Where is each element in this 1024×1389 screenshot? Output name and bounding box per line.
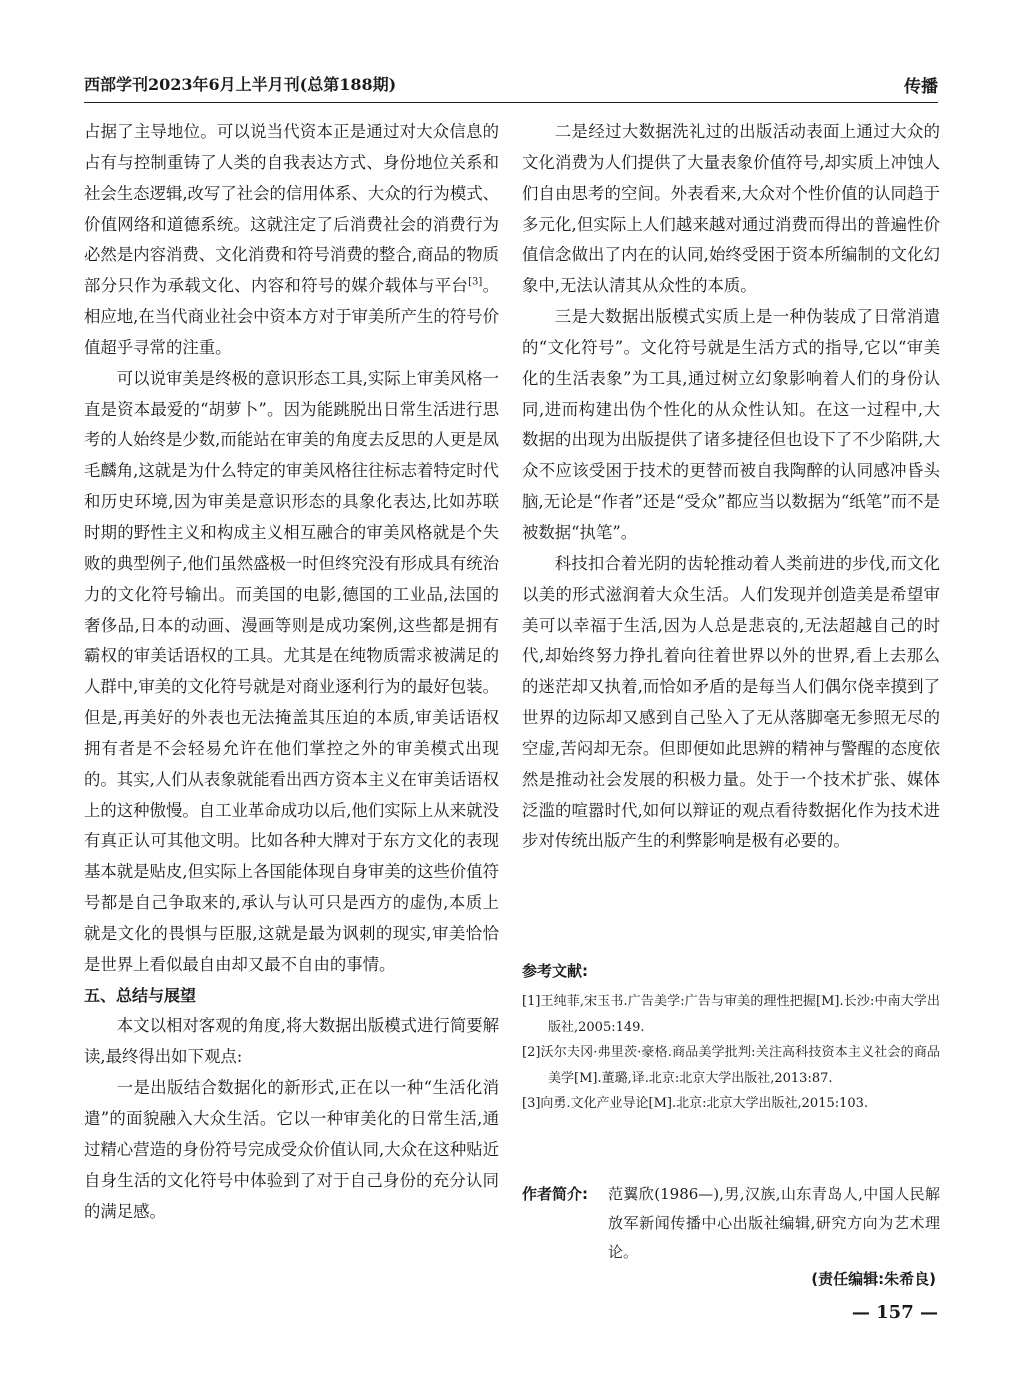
page-number: — 157 — xyxy=(851,1302,938,1323)
journal-issue: 西部学刊2023年6月上半月刊(总第188期) xyxy=(84,75,397,94)
paragraph: 二是经过大数据洗礼过的出版活动表面上通过大众的文化消费为人们提供了大量表象价值符号,却实质上冲蚀人们自由思考的空间。外表看来,大众对个性价值的认同趋于多元化,但实际上人们越来越对通过消费而得出的普遍性价值信念做出了内在的认同,始终受困于资本所编制的文化幻象中,无法认清其从众性的本质。 xyxy=(522,122,940,296)
paragraph: 可以说审美是终极的意识形态工具,实际上审美风格一直是资本最爱的“胡萝卜”。因为能跳脱出日常生活进行思考的人始终是少数,而能站在审美的角度去反思的人更是凤毛麟角,这就是为什么特定的审美风格往往标志着特定时代和历史环境,因为审美是意识形态的具象化表达,比如苏联时期的野性主义和构成主义相互融合的审美风格就是个失败的典型例子,他们虽然盛极一时但终究没有形成具有统治力的文化符号输出。而美国的电影,德国的工业品,法国的奢侈品,日本的动画、漫画等则是成功案例,这些都是拥有霸权的审美话语权的工具。尤其是在纯物质需求被满足的人群中,审美的文化符号就是对商业逐利行为的最好包装。但是,再美好的外表也无法掩盖其压迫的本质,审美话语权拥有者是不会轻易允许在他们掌控之外的审美模式出现的。其实,人们从表象就能看出西方资本主义在审美话语权上的这种傲慢。自工业革命成功以后,他们实际上从来就没有真正认可其他文明。比如各种大牌对于东方文化的表现基本就是贴皮,但实际上各国能体现自身审美的这些价值符号都是自己争取来的,承认与认可只是西方的虚伪,本质上就是文化的畏惧与臣服,这就是最为讽刺的现实,审美恰恰是世界上看似最自由却又最不自由的事情。 xyxy=(84,368,499,974)
left-column xyxy=(84,117,499,1227)
section-heading: 五、总结与展望 xyxy=(84,985,197,1005)
author-label: 作者简介: xyxy=(522,1185,588,1203)
responsible-editor: (责任编辑:朱希良) xyxy=(811,1270,936,1288)
paragraph: 本文以相对客观的角度,将大数据出版模式进行简要解读,最终得出如下观点: xyxy=(84,1016,499,1067)
paragraph: 一是出版结合数据化的新形式,正在以一种“生活化消遣”的面貌融入大众生活。它以一种审美化的日常生活,通过精心营造的身份符号完成受众价值认同,大众在这种贴近自身生活的文化符号中体验到了对于自己身份的充分认同的满足感。 xyxy=(84,1078,499,1221)
reference-item: [1]王纯菲,宋玉书.广告美学:广告与审美的理性把握[M].长沙:中南大学出版社,2005:149. xyxy=(522,994,940,1035)
reference-item: [3]向勇.文化产业导论[M].北京:北京大学出版社,2015:103. xyxy=(522,1096,869,1111)
right-column xyxy=(522,117,940,857)
paragraph: 科技扣合着光阴的齿轮推动着人类前进的步伐,而文化以美的形式滋润着大众生活。人们发现并创造美是希望审美可以幸福于生活,因为人总是悲哀的,无法超越自己的时代,却始终努力挣扎着向往着世界以外的世界,看上去那么的迷茫却又执着,而恰如矛盾的是每当人们偶尔侥幸摸到了世界的边际却又感到自己坠入了无从落脚毫无参照无尽的空虚,苦闷却无奈。但即便如此思辨的精神与警醒的态度依然是推动社会发展的积极力量。处于一个技术扩张、媒体泛滥的喧嚣时代,如何以辩证的观点看待数据化作为技术进步对传统出版产生的利弊影响是极有必要的。 xyxy=(522,553,940,851)
references-title: 参考文献: xyxy=(522,962,588,980)
author-text: 范翼欣(1986—),男,汉族,山东青岛人,中国人民解放军新闻传播中心出版社编辑,研究方向为艺术理论。 xyxy=(608,1185,940,1261)
citation-mark: [3] xyxy=(468,276,483,288)
running-header xyxy=(84,68,938,103)
reference-item: [2]沃尔夫冈·弗里茨·豪格.商品美学批判:关注高科技资本主义社会的商品美学[M].董璐,译.北京:北京大学出版社,2013:87. xyxy=(522,1045,940,1086)
paragraph: 三是大数据出版模式实质上是一种伪装成了日常消遣的“文化符号”。文化符号就是生活方式的指导,它以“审美化的生活表象”为工具,通过树立幻象影响着人们的身份认同,进而构建出伪个性化的从众性认知。在这一过程中,大数据的出现为出版提供了诸多捷径但也设下了不少陷阱,大众不应该受困于技术的更替而被自我陶醉的认同感冲昏头脑,无论是“作者”还是“受众”都应当以数据为“纸笔”而不是被数据“执笔”。 xyxy=(522,307,940,542)
references xyxy=(522,960,940,1117)
paragraph: 占据了主导地位。可以说当代资本正是通过对大众信息的占有与控制重铸了人类的自我表达方式、身份地位关系和社会生态逻辑,改写了社会的信用体系、大众的行为模式、价值网络和道德系统。这就注定了后消费社会的消费行为必然是内容消费、文化消费和符号消费的整合,商品的物质部分只作为承载文化、内容和符号的媒介载体与平台[3]。相应地,在当代商业社会中资本方对于审美所产生的符号价值超乎寻常的注重。 xyxy=(84,122,500,357)
author-bio xyxy=(522,1180,940,1267)
section-tag: 传播 xyxy=(904,77,938,97)
